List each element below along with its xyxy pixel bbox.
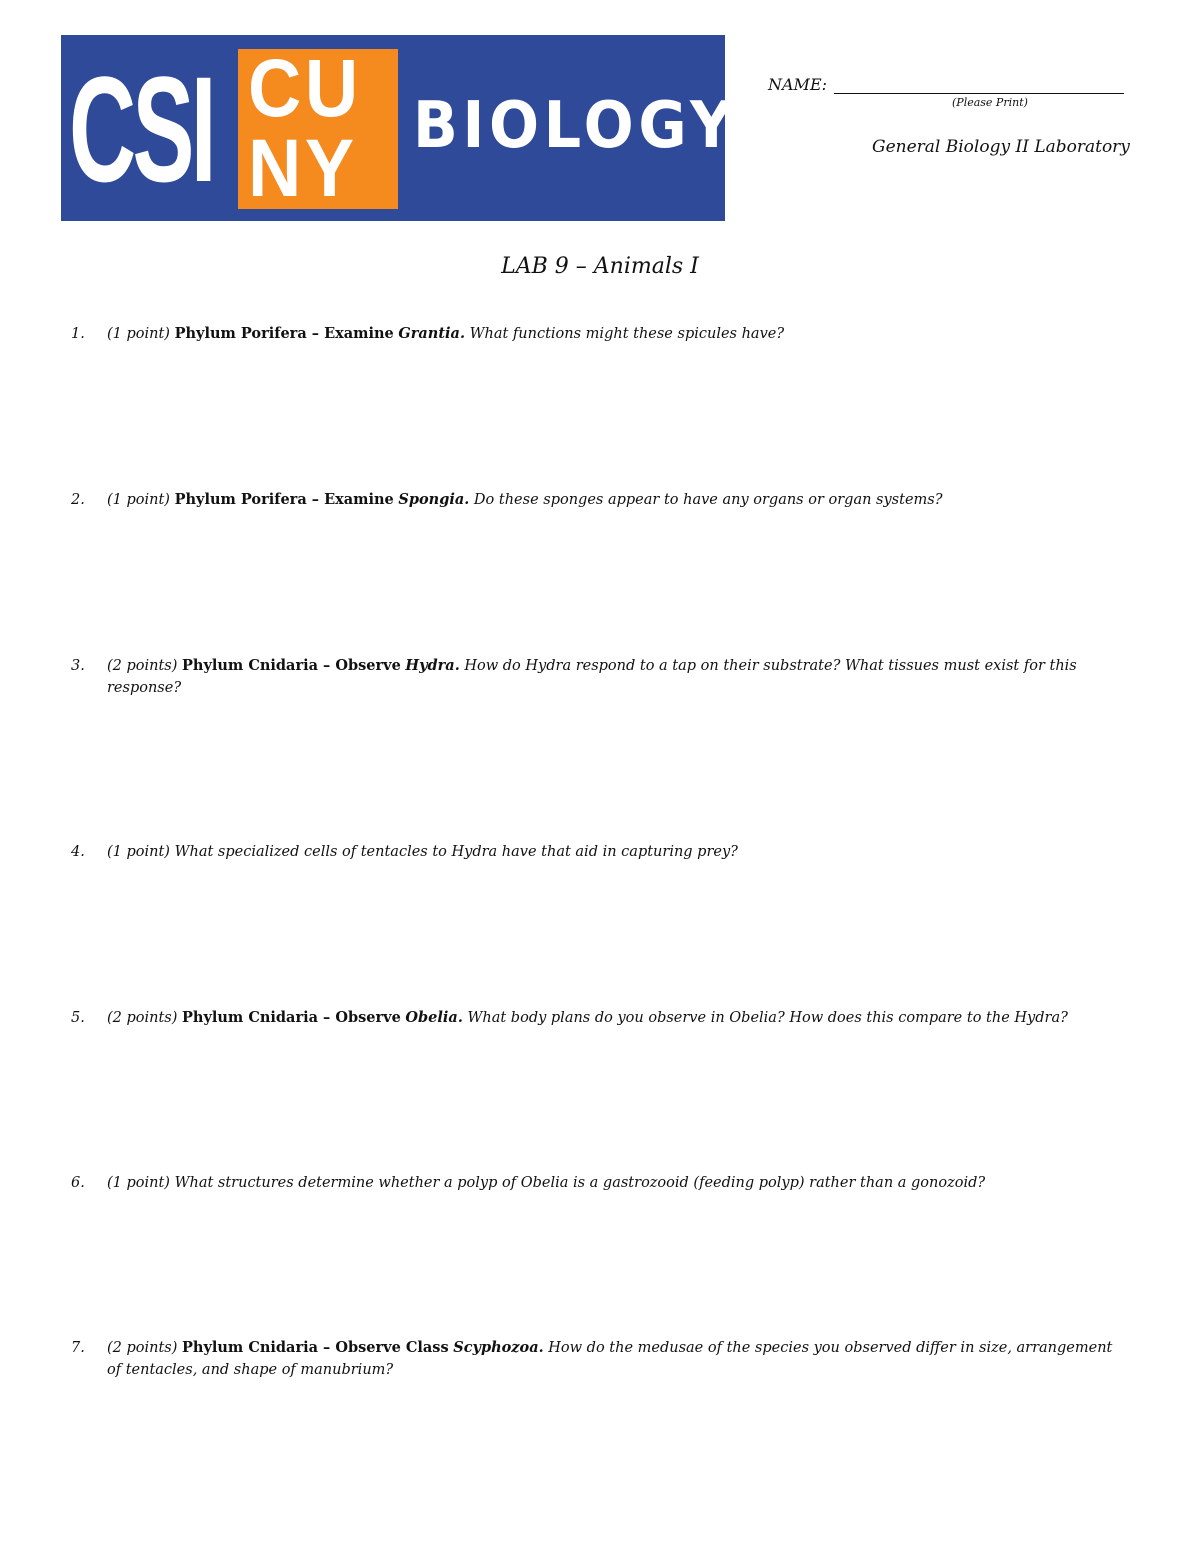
question-number: 5. [71,1010,85,1026]
question-item [71,323,1131,345]
question-text: What body plans do you observe in Obelia? How does this compare to the Hydra? [467,1010,1068,1026]
question-topic: Phylum Porifera – Examine [174,491,394,508]
question-topic: Phylum Cnidaria – Observe [182,1009,401,1026]
lab-title: LAB 9 – Animals I [501,254,699,279]
logo-csi-text: CSI [69,45,213,213]
question-text: What functions might these spicules have? [469,326,785,342]
question-points: (1 point) [107,492,170,508]
question-number: 1. [71,326,85,342]
logo-biology-text: BIOLOGY [413,89,738,163]
question-text: Do these sponges appear to have any organs or organ systems? [473,492,943,508]
question-number: 2. [71,492,85,508]
logo-cuny-block [238,43,398,214]
question-points: (1 point) [107,326,170,342]
question-topic: Phylum Cnidaria – Observe Class [182,1339,449,1356]
question-item [71,1172,1131,1194]
question-item [71,841,1131,863]
name-label: NAME: [768,75,828,94]
question-points: (1 point) [107,1175,170,1191]
question-points: (1 point) [107,844,170,860]
question-text: How do the medusae of the species you observed differ in size, arrangement of tentacles, and shape of manubrium? [107,1340,1113,1378]
question-organism: Spongia. [398,491,470,508]
question-organism: Obelia. [405,1009,463,1026]
question-number: 4. [71,844,85,860]
question-points: (2 points) [107,1010,178,1026]
question-organism: Scyphozoa. [453,1339,544,1356]
question-points: (2 points) [107,1340,178,1356]
question-number: 3. [71,658,85,674]
question-number: 6. [71,1175,85,1191]
question-points: (2 points) [107,658,178,674]
csi-cuny-biology-logo [61,35,738,221]
question-organism: Hydra. [405,657,460,674]
question-item [71,655,1131,699]
logo-cuny-top-text: CU [248,43,362,134]
course-title: General Biology II Laboratory [872,137,1130,157]
question-text: What specialized cells of tentacles to Hydra have that aid in capturing prey? [174,844,738,860]
question-item [71,489,1131,511]
question-topic: Phylum Cnidaria – Observe [182,657,401,674]
question-organism: Grantia. [398,325,465,342]
name-blank-line[interactable] [834,93,1124,94]
question-number: 7. [71,1340,85,1356]
logo-cuny-bottom-text: NY [248,123,358,214]
question-item [71,1007,1131,1029]
question-text: How do Hydra respond to a tap on their substrate? What tissues must exist for this response? [107,658,1077,696]
please-print-note: (Please Print) [952,96,1028,109]
question-topic: Phylum Porifera – Examine [174,325,394,342]
question-item [71,1337,1131,1381]
question-text: What structures determine whether a polyp of Obelia is a gastrozooid (feeding polyp) rather than a gonozoid? [174,1175,986,1191]
